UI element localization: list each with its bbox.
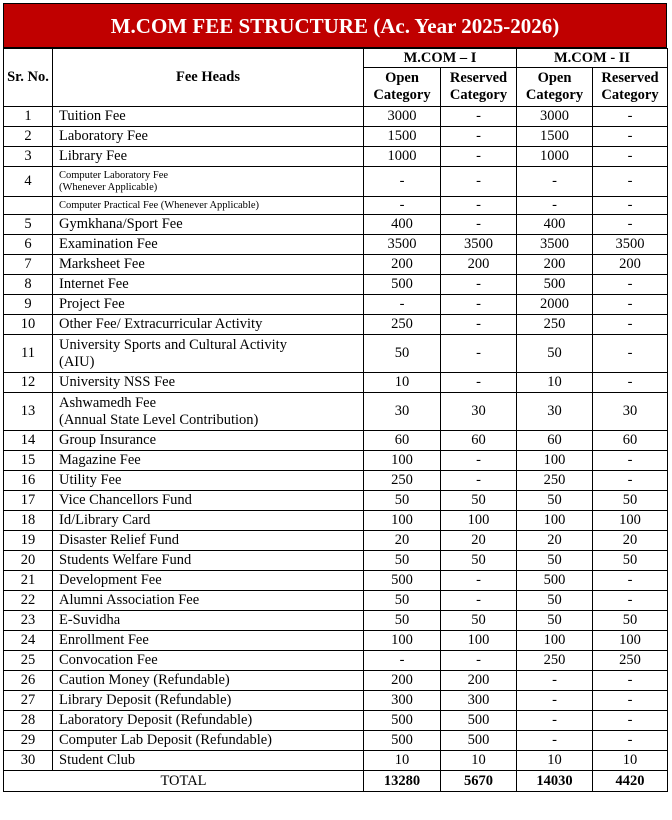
- mcom-i-open-cell: -: [364, 651, 441, 671]
- mcom-i-reserved-cell: -: [441, 591, 517, 611]
- mcom-ii-reserved-cell: 60: [593, 431, 668, 451]
- table-row: [4, 491, 668, 511]
- mcom-ii-reserved-cell: 50: [593, 491, 668, 511]
- mcom-i-open-cell: 50: [364, 591, 441, 611]
- mcom-i-open-cell: 500: [364, 731, 441, 751]
- mcom-i-open-cell: 200: [364, 671, 441, 691]
- mcom-i-open-cell: 3000: [364, 107, 441, 127]
- table-row: [4, 591, 668, 611]
- table-row: [4, 167, 668, 197]
- mcom-ii-reserved-cell: -: [593, 711, 668, 731]
- sr-no-cell: 12: [4, 373, 53, 393]
- fee-head-cell: Ashwamedh Fee (Annual State Level Contribution): [53, 393, 364, 431]
- mcom-ii-open-cell: 2000: [517, 295, 593, 315]
- mcom-ii-open-cell: 250: [517, 471, 593, 491]
- table-row: [4, 393, 668, 431]
- table-row: [4, 127, 668, 147]
- mcom-ii-reserved-cell: -: [593, 295, 668, 315]
- sr-no-cell: 10: [4, 315, 53, 335]
- mcom-ii-reserved-cell: -: [593, 373, 668, 393]
- table-row: [4, 147, 668, 167]
- table-row: [4, 275, 668, 295]
- mcom-ii-reserved-cell: -: [593, 571, 668, 591]
- mcom-i-reserved-cell: 50: [441, 491, 517, 511]
- fee-head-cell: Enrollment Fee: [53, 631, 364, 651]
- mcom-ii-open-cell: 50: [517, 335, 593, 373]
- fee-head-cell: Internet Fee: [53, 275, 364, 295]
- fee-head-cell: Magazine Fee: [53, 451, 364, 471]
- sr-no-cell: 4: [4, 167, 53, 197]
- table-row: [4, 295, 668, 315]
- fee-head-cell: Gymkhana/Sport Fee: [53, 215, 364, 235]
- sr-no-header: Sr. No.: [4, 49, 53, 107]
- mcom-i-open-cell: 1500: [364, 127, 441, 147]
- mcom-ii-reserved-cell: -: [593, 671, 668, 691]
- mcom-i-reserved-cell: -: [441, 127, 517, 147]
- table-row: [4, 751, 668, 771]
- mcom-i-open-cell: 20: [364, 531, 441, 551]
- mcom-i-open-cell: 500: [364, 275, 441, 295]
- total-mcom-i-open: 13280: [364, 771, 441, 792]
- table-row: [4, 711, 668, 731]
- mcom-ii-open-cell: 30: [517, 393, 593, 431]
- mcom-ii-open-cell: 100: [517, 511, 593, 531]
- sr-no-cell: 15: [4, 451, 53, 471]
- fee-head-cell: Vice Chancellors Fund: [53, 491, 364, 511]
- mcom-i-reserved-cell: 100: [441, 511, 517, 531]
- fee-head-cell: Student Club: [53, 751, 364, 771]
- mcom-i-open-header: Open Category: [364, 68, 441, 107]
- mcom-ii-reserved-cell: -: [593, 167, 668, 197]
- mcom-ii-open-cell: -: [517, 691, 593, 711]
- fee-head-cell: Utility Fee: [53, 471, 364, 491]
- fee-head-cell: Other Fee/ Extracurricular Activity: [53, 315, 364, 335]
- mcom-ii-reserved-cell: 200: [593, 255, 668, 275]
- mcom-ii-open-cell: 20: [517, 531, 593, 551]
- table-row: [4, 731, 668, 751]
- mcom-ii-open-header: Open Category: [517, 68, 593, 107]
- mcom-i-open-cell: 500: [364, 711, 441, 731]
- mcom-ii-reserved-cell: -: [593, 147, 668, 167]
- mcom-ii-reserved-cell: 30: [593, 393, 668, 431]
- mcom-i-open-cell: 250: [364, 315, 441, 335]
- mcom-ii-reserved-cell: -: [593, 471, 668, 491]
- fee-head-cell: Disaster Relief Fund: [53, 531, 364, 551]
- mcom-i-reserved-cell: -: [441, 373, 517, 393]
- sr-no-cell: 30: [4, 751, 53, 771]
- table-row: [4, 691, 668, 711]
- mcom-i-reserved-cell: -: [441, 471, 517, 491]
- sr-no-cell: 17: [4, 491, 53, 511]
- mcom-i-open-cell: 250: [364, 471, 441, 491]
- mcom-ii-open-cell: -: [517, 167, 593, 197]
- fee-head-cell: Library Fee: [53, 147, 364, 167]
- total-mcom-i-reserved: 5670: [441, 771, 517, 792]
- table-row: [4, 451, 668, 471]
- mcom-i-reserved-cell: -: [441, 295, 517, 315]
- mcom-ii-open-cell: 1500: [517, 127, 593, 147]
- mcom-ii-reserved-cell: 20: [593, 531, 668, 551]
- mcom-i-open-cell: 100: [364, 451, 441, 471]
- sr-no-cell: 29: [4, 731, 53, 751]
- fee-table: [3, 48, 668, 792]
- mcom-i-open-cell: 500: [364, 571, 441, 591]
- table-row: [4, 471, 668, 491]
- mcom-i-reserved-cell: -: [441, 215, 517, 235]
- mcom-ii-reserved-cell: -: [593, 275, 668, 295]
- fee-head-cell: Computer Laboratory Fee (Whenever Applicable): [53, 167, 364, 197]
- fee-head-cell: Alumni Association Fee: [53, 591, 364, 611]
- mcom-i-open-cell: 300: [364, 691, 441, 711]
- sr-no-cell: 23: [4, 611, 53, 631]
- fee-head-cell: University NSS Fee: [53, 373, 364, 393]
- mcom-ii-open-cell: -: [517, 197, 593, 215]
- fee-head-cell: Library Deposit (Refundable): [53, 691, 364, 711]
- mcom-ii-reserved-cell: -: [593, 315, 668, 335]
- page-title: M.COM FEE STRUCTURE (Ac. Year 2025-2026): [3, 3, 667, 48]
- sr-no-cell: 20: [4, 551, 53, 571]
- total-mcom-ii-reserved: 4420: [593, 771, 668, 792]
- sr-no-cell: 7: [4, 255, 53, 275]
- mcom-i-reserved-cell: 60: [441, 431, 517, 451]
- table-row: [4, 651, 668, 671]
- mcom-i-open-cell: 100: [364, 511, 441, 531]
- mcom-i-open-cell: 60: [364, 431, 441, 451]
- table-row: [4, 631, 668, 651]
- fee-head-cell: Computer Practical Fee (Whenever Applicable): [53, 197, 364, 215]
- sr-no-cell: 6: [4, 235, 53, 255]
- mcom-ii-open-cell: 100: [517, 451, 593, 471]
- fee-head-cell: Tuition Fee: [53, 107, 364, 127]
- mcom-i-open-cell: 10: [364, 751, 441, 771]
- sr-no-cell: 16: [4, 471, 53, 491]
- mcom-ii-reserved-cell: 50: [593, 551, 668, 571]
- mcom-ii-reserved-cell: -: [593, 335, 668, 373]
- table-row: [4, 215, 668, 235]
- sr-no-cell: 8: [4, 275, 53, 295]
- mcom-i-reserved-cell: 300: [441, 691, 517, 711]
- fee-head-cell: Laboratory Fee: [53, 127, 364, 147]
- mcom-ii-open-cell: 100: [517, 631, 593, 651]
- mcom-ii-reserved-cell: -: [593, 451, 668, 471]
- sr-no-cell: 11: [4, 335, 53, 373]
- sr-no-cell: 3: [4, 147, 53, 167]
- mcom-ii-reserved-cell: 250: [593, 651, 668, 671]
- sr-no-cell: 22: [4, 591, 53, 611]
- fee-head-cell: Id/Library Card: [53, 511, 364, 531]
- mcom-ii-reserved-cell: -: [593, 197, 668, 215]
- sr-no-cell: 9: [4, 295, 53, 315]
- fee-head-cell: Caution Money (Refundable): [53, 671, 364, 691]
- fee-head-cell: Group Insurance: [53, 431, 364, 451]
- table-row: [4, 255, 668, 275]
- mcom-ii-open-cell: 500: [517, 275, 593, 295]
- mcom-i-reserved-cell: -: [441, 451, 517, 471]
- total-mcom-ii-open: 14030: [517, 771, 593, 792]
- mcom-i-reserved-cell: -: [441, 197, 517, 215]
- mcom-i-reserved-cell: -: [441, 315, 517, 335]
- fee-head-cell: Computer Lab Deposit (Refundable): [53, 731, 364, 751]
- sr-no-cell: 1: [4, 107, 53, 127]
- sr-no-cell: 27: [4, 691, 53, 711]
- table-row: [4, 335, 668, 373]
- table-row: [4, 531, 668, 551]
- mcom-i-reserved-cell: 500: [441, 731, 517, 751]
- mcom-i-reserved-cell: 200: [441, 671, 517, 691]
- table-row: [4, 671, 668, 691]
- mcom-ii-reserved-cell: -: [593, 215, 668, 235]
- mcom-i-open-cell: -: [364, 167, 441, 197]
- mcom-ii-reserved-cell: -: [593, 691, 668, 711]
- mcom-i-open-cell: 3500: [364, 235, 441, 255]
- mcom-ii-open-cell: 3500: [517, 235, 593, 255]
- sr-no-cell: [4, 197, 53, 215]
- sr-no-cell: 24: [4, 631, 53, 651]
- mcom-i-open-cell: 200: [364, 255, 441, 275]
- mcom-ii-reserved-cell: 3500: [593, 235, 668, 255]
- mcom-ii-open-cell: -: [517, 711, 593, 731]
- sr-no-cell: 28: [4, 711, 53, 731]
- table-row: [4, 197, 668, 215]
- mcom-i-reserved-cell: -: [441, 571, 517, 591]
- mcom-i-reserved-header: Reserved Category: [441, 68, 517, 107]
- mcom-ii-reserved-cell: 100: [593, 511, 668, 531]
- mcom-i-open-cell: 1000: [364, 147, 441, 167]
- sr-no-cell: 14: [4, 431, 53, 451]
- mcom-i-reserved-cell: -: [441, 275, 517, 295]
- mcom-ii-open-cell: 50: [517, 611, 593, 631]
- sr-no-cell: 21: [4, 571, 53, 591]
- fee-head-cell: E-Suvidha: [53, 611, 364, 631]
- mcom-ii-open-cell: 50: [517, 491, 593, 511]
- table-row: [4, 611, 668, 631]
- mcom-i-reserved-cell: 30: [441, 393, 517, 431]
- mcom-i-reserved-cell: 50: [441, 551, 517, 571]
- mcom-i-open-cell: 10: [364, 373, 441, 393]
- total-row: [4, 771, 668, 792]
- mcom-i-open-cell: 50: [364, 335, 441, 373]
- mcom-i-open-cell: -: [364, 197, 441, 215]
- mcom-i-reserved-cell: -: [441, 107, 517, 127]
- fee-head-cell: Development Fee: [53, 571, 364, 591]
- fee-head-cell: Marksheet Fee: [53, 255, 364, 275]
- mcom-ii-reserved-cell: 100: [593, 631, 668, 651]
- sr-no-cell: 18: [4, 511, 53, 531]
- mcom-ii-reserved-header: Reserved Category: [593, 68, 668, 107]
- mcom-i-open-cell: 50: [364, 551, 441, 571]
- fee-structure-document: [3, 3, 667, 792]
- mcom-ii-open-cell: 200: [517, 255, 593, 275]
- mcom-i-reserved-cell: -: [441, 167, 517, 197]
- fee-head-cell: Convocation Fee: [53, 651, 364, 671]
- mcom-ii-open-cell: 50: [517, 551, 593, 571]
- mcom-i-open-cell: 400: [364, 215, 441, 235]
- mcom-i-reserved-cell: 100: [441, 631, 517, 651]
- sr-no-cell: 13: [4, 393, 53, 431]
- table-row: [4, 571, 668, 591]
- mcom-ii-open-cell: 1000: [517, 147, 593, 167]
- fee-heads-header: Fee Heads: [53, 49, 364, 107]
- table-row: [4, 551, 668, 571]
- mcom-ii-open-cell: 60: [517, 431, 593, 451]
- fee-head-cell: Students Welfare Fund: [53, 551, 364, 571]
- mcom-ii-open-cell: 10: [517, 751, 593, 771]
- mcom-ii-reserved-cell: -: [593, 107, 668, 127]
- mcom-ii-open-cell: -: [517, 671, 593, 691]
- total-label: TOTAL: [4, 771, 364, 792]
- fee-table-body: [4, 107, 668, 771]
- mcom-ii-reserved-cell: -: [593, 127, 668, 147]
- mcom-ii-open-cell: 500: [517, 571, 593, 591]
- mcom-ii-open-cell: 400: [517, 215, 593, 235]
- sr-no-cell: 26: [4, 671, 53, 691]
- mcom-ii-reserved-cell: 10: [593, 751, 668, 771]
- header-row-groups: [4, 49, 668, 68]
- table-row: [4, 235, 668, 255]
- mcom-i-open-cell: 50: [364, 611, 441, 631]
- table-row: [4, 373, 668, 393]
- mcom-i-header: M.COM – I: [364, 49, 517, 68]
- mcom-i-reserved-cell: 50: [441, 611, 517, 631]
- sr-no-cell: 5: [4, 215, 53, 235]
- mcom-ii-open-cell: 250: [517, 651, 593, 671]
- mcom-ii-open-cell: 250: [517, 315, 593, 335]
- sr-no-cell: 25: [4, 651, 53, 671]
- table-row: [4, 511, 668, 531]
- mcom-i-reserved-cell: 10: [441, 751, 517, 771]
- mcom-i-open-cell: 50: [364, 491, 441, 511]
- mcom-ii-reserved-cell: -: [593, 591, 668, 611]
- table-row: [4, 107, 668, 127]
- mcom-i-open-cell: 30: [364, 393, 441, 431]
- mcom-ii-reserved-cell: -: [593, 731, 668, 751]
- mcom-ii-reserved-cell: 50: [593, 611, 668, 631]
- mcom-i-reserved-cell: 20: [441, 531, 517, 551]
- fee-head-cell: Project Fee: [53, 295, 364, 315]
- mcom-ii-header: M.COM - II: [517, 49, 668, 68]
- mcom-i-reserved-cell: -: [441, 335, 517, 373]
- mcom-ii-open-cell: 3000: [517, 107, 593, 127]
- sr-no-cell: 19: [4, 531, 53, 551]
- sr-no-cell: 2: [4, 127, 53, 147]
- mcom-i-open-cell: -: [364, 295, 441, 315]
- mcom-ii-open-cell: 50: [517, 591, 593, 611]
- fee-head-cell: Laboratory Deposit (Refundable): [53, 711, 364, 731]
- mcom-i-reserved-cell: 3500: [441, 235, 517, 255]
- mcom-i-reserved-cell: -: [441, 651, 517, 671]
- mcom-i-reserved-cell: -: [441, 147, 517, 167]
- mcom-i-reserved-cell: 500: [441, 711, 517, 731]
- mcom-i-reserved-cell: 200: [441, 255, 517, 275]
- table-row: [4, 315, 668, 335]
- table-row: [4, 431, 668, 451]
- fee-head-cell: Examination Fee: [53, 235, 364, 255]
- mcom-ii-open-cell: -: [517, 731, 593, 751]
- mcom-i-open-cell: 100: [364, 631, 441, 651]
- fee-head-cell: University Sports and Cultural Activity (AIU): [53, 335, 364, 373]
- mcom-ii-open-cell: 10: [517, 373, 593, 393]
